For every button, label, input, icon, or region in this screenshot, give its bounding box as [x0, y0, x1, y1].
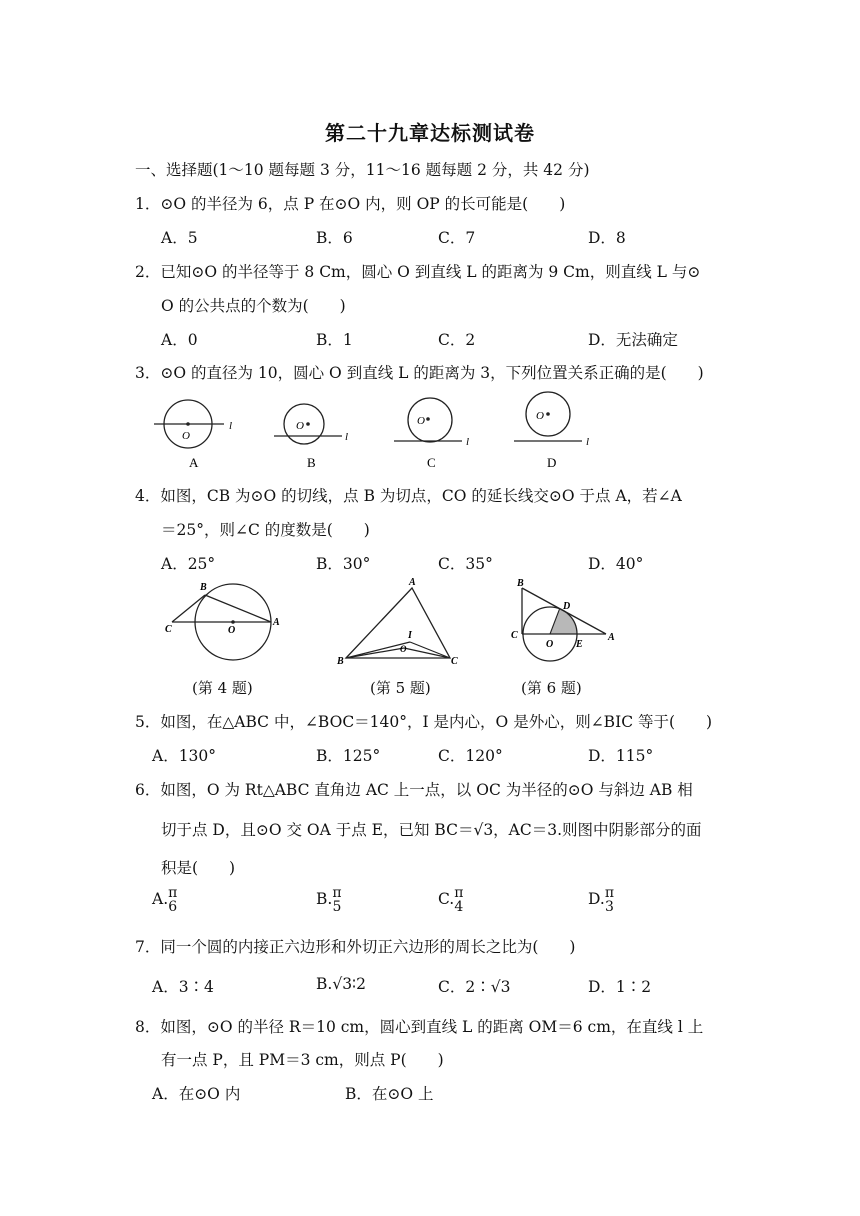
question-8-line-1: 8．如图，⊙O 的半径 R＝10 cm，圆心到直线 L 的距离 OM＝6 cm，在直线 l 上	[135, 1018, 704, 1036]
svg-text:I: I	[408, 630, 412, 641]
question-2-line-2: O 的公共点的个数为( )	[161, 297, 346, 315]
q3d-line-label: l	[586, 436, 590, 448]
q3-label-c: C	[427, 455, 436, 470]
q5-option-a: A．130°	[152, 747, 217, 765]
q4-option-c: C．35°	[438, 555, 493, 573]
q5-option-c: C．120°	[438, 747, 503, 765]
caption-figure-4: (第 4 题)	[192, 679, 253, 697]
svg-text:O: O	[546, 639, 554, 650]
q3a-point-label: O	[182, 430, 190, 442]
svg-text:O: O	[228, 625, 236, 636]
q1-option-d: D．8	[588, 229, 626, 247]
q3-label-d: D	[547, 455, 557, 470]
page-title: 第二十九章达标测试卷	[325, 121, 535, 145]
q3c-line-label: l	[466, 436, 470, 448]
q1-option-b: B．6	[316, 229, 353, 247]
section-heading: 一、选择题(1～10 题每题 3 分，11～16 题每题 2 分，共 42 分)	[135, 161, 590, 179]
q3-figure-c	[394, 398, 469, 470]
q7-option-a: A．3∶4	[152, 978, 214, 996]
figure-6	[511, 578, 615, 661]
q8-option-a: A．在⊙O 内	[152, 1085, 241, 1103]
q3-figure-b	[274, 404, 348, 470]
q3d-point-label: O	[536, 410, 544, 422]
q6-option-c: C. π 4	[438, 885, 464, 915]
q2-option-d: D．无法确定	[588, 331, 678, 349]
question-4-line-1: 4．如图，CB 为⊙O 的切线，点 B 为切点，CO 的延长线交⊙O 于点 A，若∠A	[135, 487, 682, 505]
question-6-line-1: 6．如图，O 为 Rt△ABC 直角边 AC 上一点，以 OC 为半径的⊙O 与斜边 AB 相	[135, 781, 693, 799]
svg-text:D: D	[563, 601, 571, 612]
q8-option-b: B．在⊙O 上	[345, 1085, 434, 1103]
q6-option-a: A. π 6	[152, 885, 178, 915]
q3b-line-label: l	[345, 431, 349, 443]
figures-4-5-6	[160, 574, 630, 674]
svg-text:O: O	[400, 644, 407, 654]
q3-figures	[140, 388, 610, 472]
caption-figure-5: (第 5 题)	[370, 679, 431, 697]
q5-option-d: D．115°	[588, 747, 654, 765]
q3-figure-d	[514, 392, 589, 470]
q3b-point-label: O	[296, 420, 304, 432]
q1-option-c: C．7	[438, 229, 476, 247]
figure-5	[336, 577, 458, 667]
q3a-line-label: l	[229, 420, 233, 432]
q2-option-a: A．0	[161, 331, 198, 349]
q4-option-a: A．25°	[161, 555, 216, 573]
q7-option-d: D．1∶2	[588, 978, 652, 996]
question-8-line-2: 有一点 P，且 PM＝3 cm，则点 P( )	[161, 1051, 444, 1069]
question-3: 3．⊙O 的直径为 10，圆心 O 到直线 L 的距离为 3，下列位置关系正确的是( )	[135, 364, 704, 382]
question-6-line-3: 积是( )	[161, 859, 236, 877]
q7-option-c: C．2∶√3	[438, 978, 511, 996]
svg-text:C: C	[511, 630, 518, 641]
svg-text:C: C	[165, 624, 172, 635]
svg-text:B: B	[517, 578, 524, 589]
q3-label-a: A	[189, 455, 199, 470]
q6-option-d: D. π 3	[588, 885, 615, 915]
svg-text:A: A	[608, 632, 615, 643]
q5-option-b: B．125°	[316, 747, 381, 765]
q1-option-a: A．5	[161, 229, 198, 247]
q7-option-b: B.√3∶2	[316, 975, 366, 993]
q3-label-b: B	[307, 455, 316, 470]
q4-option-d: D．40°	[588, 555, 644, 573]
question-5: 5．如图，在△ABC 中，∠BOC＝140°，I 是内心，O 是外心，则∠BIC 等于( )	[135, 713, 713, 731]
question-1: 1．⊙O 的半径为 6，点 P 在⊙O 内，则 OP 的长可能是( )	[135, 195, 566, 213]
question-4-line-2: ＝25°，则∠C 的度数是( )	[161, 521, 370, 539]
q4-option-b: B．30°	[316, 555, 371, 573]
q2-option-b: B．1	[316, 331, 353, 349]
svg-text:E: E	[576, 639, 583, 650]
svg-text:A: A	[273, 617, 280, 628]
svg-text:C: C	[451, 656, 458, 667]
figure-4	[165, 582, 280, 660]
q6-option-b: B. π 5	[316, 885, 342, 915]
caption-figure-6: (第 6 题)	[521, 679, 582, 697]
q2-option-c: C．2	[438, 331, 476, 349]
svg-text:A: A	[409, 577, 416, 588]
question-6-line-2: 切于点 D，且⊙O 交 OA 于点 E，已知 BC＝√3，AC＝3.则图中阴影部分的面	[161, 821, 702, 839]
question-7: 7．同一个圆的内接正六边形和外切正六边形的周长之比为( )	[135, 938, 576, 956]
svg-text:B: B	[337, 656, 344, 667]
q3c-point-label: O	[417, 415, 425, 427]
q3-figure-a	[154, 400, 232, 470]
svg-text:B: B	[200, 582, 207, 593]
question-2-line-1: 2．已知⊙O 的半径等于 8 Cm，圆心 O 到直线 L 的距离为 9 Cm，则直线 L 与⊙	[135, 263, 701, 281]
